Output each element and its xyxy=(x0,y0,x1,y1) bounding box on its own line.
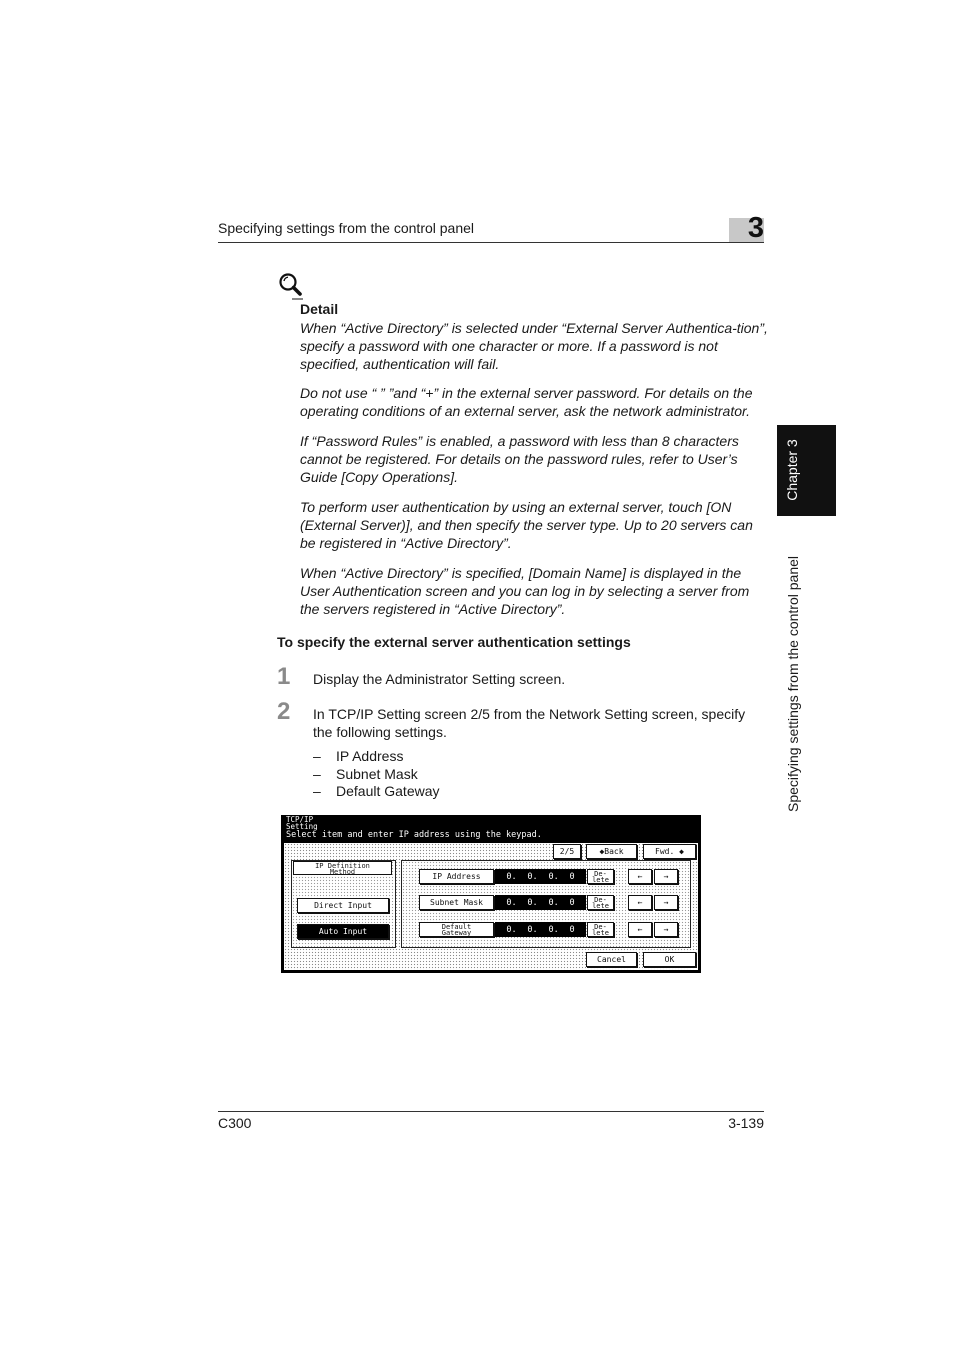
delete-label: De- xyxy=(594,869,607,878)
delete-label: De- xyxy=(594,922,607,931)
step-text: Display the Administrator Setting screen. xyxy=(313,671,566,687)
screen-instruction: Select item and enter IP address using the keypad. xyxy=(286,830,542,840)
magnifier-icon xyxy=(278,272,304,300)
page-indicator: 2/5 xyxy=(553,844,581,859)
cancel-button[interactable]: Cancel xyxy=(586,952,637,967)
delete-label: lete xyxy=(592,901,609,910)
bullet-text: Subnet Mask xyxy=(336,766,418,782)
header-rule xyxy=(218,242,764,243)
screen-title-line: Setting xyxy=(286,822,318,831)
bullet-item xyxy=(313,783,440,799)
ip-address-right-arrow-button[interactable]: → xyxy=(654,869,678,884)
detail-paragraph: Do not use “ ” ”and “+” in the external server password. For details on the operating conditions of an external server, ask the network administrator. xyxy=(300,385,753,419)
subnet-mask-field[interactable] xyxy=(495,895,586,910)
chapter-number: 3 xyxy=(747,212,764,244)
bullet-marker: – xyxy=(313,783,321,799)
procedure-heading: To specify the external server authentication settings xyxy=(277,634,631,650)
step-number: 1 xyxy=(277,663,291,690)
bullet-text: Default Gateway xyxy=(336,783,440,799)
subnet-mask-button[interactable]: Subnet Mask xyxy=(419,895,494,910)
running-header-title: Specifying settings from the control panel xyxy=(218,220,475,236)
subnet-mask-delete-button[interactable] xyxy=(587,895,614,910)
screen-title xyxy=(286,816,318,830)
ip-address-button[interactable]: IP Address xyxy=(419,869,494,884)
detail-paragraph: If “Password Rules” is enabled, a password with less than 8 characters cannot be registered. For details on the password rules, refer to User’s Guide [Copy Operations]. xyxy=(300,433,739,485)
octet: 0. xyxy=(506,924,517,935)
chapter-tab-label: Chapter 3 xyxy=(784,439,800,501)
gateway-label-line: Gateway xyxy=(441,928,472,937)
forward-button[interactable]: Fwd. ◆ xyxy=(643,844,696,859)
octet: 0 xyxy=(569,897,575,908)
bullet-item xyxy=(313,748,403,764)
footer-rule xyxy=(218,1111,764,1112)
octet: 0. xyxy=(506,871,517,882)
screen-title-line: TCP/IP xyxy=(286,815,314,824)
octet: 0. xyxy=(548,924,559,935)
ok-button[interactable]: OK xyxy=(643,952,696,967)
step-text: In TCP/IP Setting screen 2/5 from the Network Setting screen, specify the following settings. xyxy=(313,706,746,740)
subnet-mask-right-arrow-button[interactable]: → xyxy=(654,895,678,910)
delete-label: lete xyxy=(592,875,609,884)
ip-address-delete-button[interactable] xyxy=(587,869,614,884)
side-section-label: Specifying settings from the control panel xyxy=(785,555,801,813)
bullet-marker: – xyxy=(313,748,321,764)
ip-method-label-line: IP Definition xyxy=(315,862,370,870)
octet: 0. xyxy=(527,924,538,935)
ip-address-field[interactable] xyxy=(495,869,586,884)
octet: 0. xyxy=(506,897,517,908)
auto-input-button[interactable]: Auto Input xyxy=(297,924,389,939)
ip-method-label xyxy=(293,861,392,875)
octet: 0 xyxy=(569,871,575,882)
octet: 0. xyxy=(527,871,538,882)
default-gateway-delete-button[interactable] xyxy=(587,922,614,937)
bullet-marker: – xyxy=(313,766,321,782)
bullet-item xyxy=(313,766,418,782)
gateway-label-line: Default xyxy=(441,922,472,931)
octet: 0 xyxy=(569,924,575,935)
detail-paragraph: When “Active Directory” is selected under “External Server Authentica-tion”, specify a password with one character or more. If a password is not specified, authentication will fail. xyxy=(300,320,768,372)
default-gateway-field[interactable] xyxy=(495,922,586,937)
delete-label: lete xyxy=(592,928,609,937)
detail-title: Detail xyxy=(300,301,339,317)
direct-input-button[interactable]: Direct Input xyxy=(297,898,389,913)
default-gateway-right-arrow-button[interactable]: → xyxy=(654,922,678,937)
ip-address-left-arrow-button[interactable]: ← xyxy=(628,869,652,884)
detail-paragraph: When “Active Directory” is specified, [Domain Name] is displayed in the User Authentication screen and you can log in by selecting a server from the servers registered in “Active Directory”. xyxy=(300,565,750,617)
delete-label: De- xyxy=(594,895,607,904)
detail-paragraph: To perform user authentication by using an external server, touch [ON (External Server)], and then specify the server type. Up to 20 servers can be registered in “Active Directory”. xyxy=(300,499,753,551)
step-number: 2 xyxy=(277,698,291,725)
octet: 0. xyxy=(527,897,538,908)
back-button[interactable]: ◆Back xyxy=(586,844,637,859)
ip-method-label-line: Method xyxy=(329,868,356,876)
octet: 0. xyxy=(548,871,559,882)
subnet-mask-left-arrow-button[interactable]: ← xyxy=(628,895,652,910)
octet: 0. xyxy=(548,897,559,908)
footer-page-number: 3-139 xyxy=(728,1115,764,1131)
bullet-text: IP Address xyxy=(336,748,404,764)
default-gateway-button[interactable] xyxy=(419,922,494,937)
footer-model: C300 xyxy=(218,1115,252,1131)
default-gateway-left-arrow-button[interactable]: ← xyxy=(628,922,652,937)
